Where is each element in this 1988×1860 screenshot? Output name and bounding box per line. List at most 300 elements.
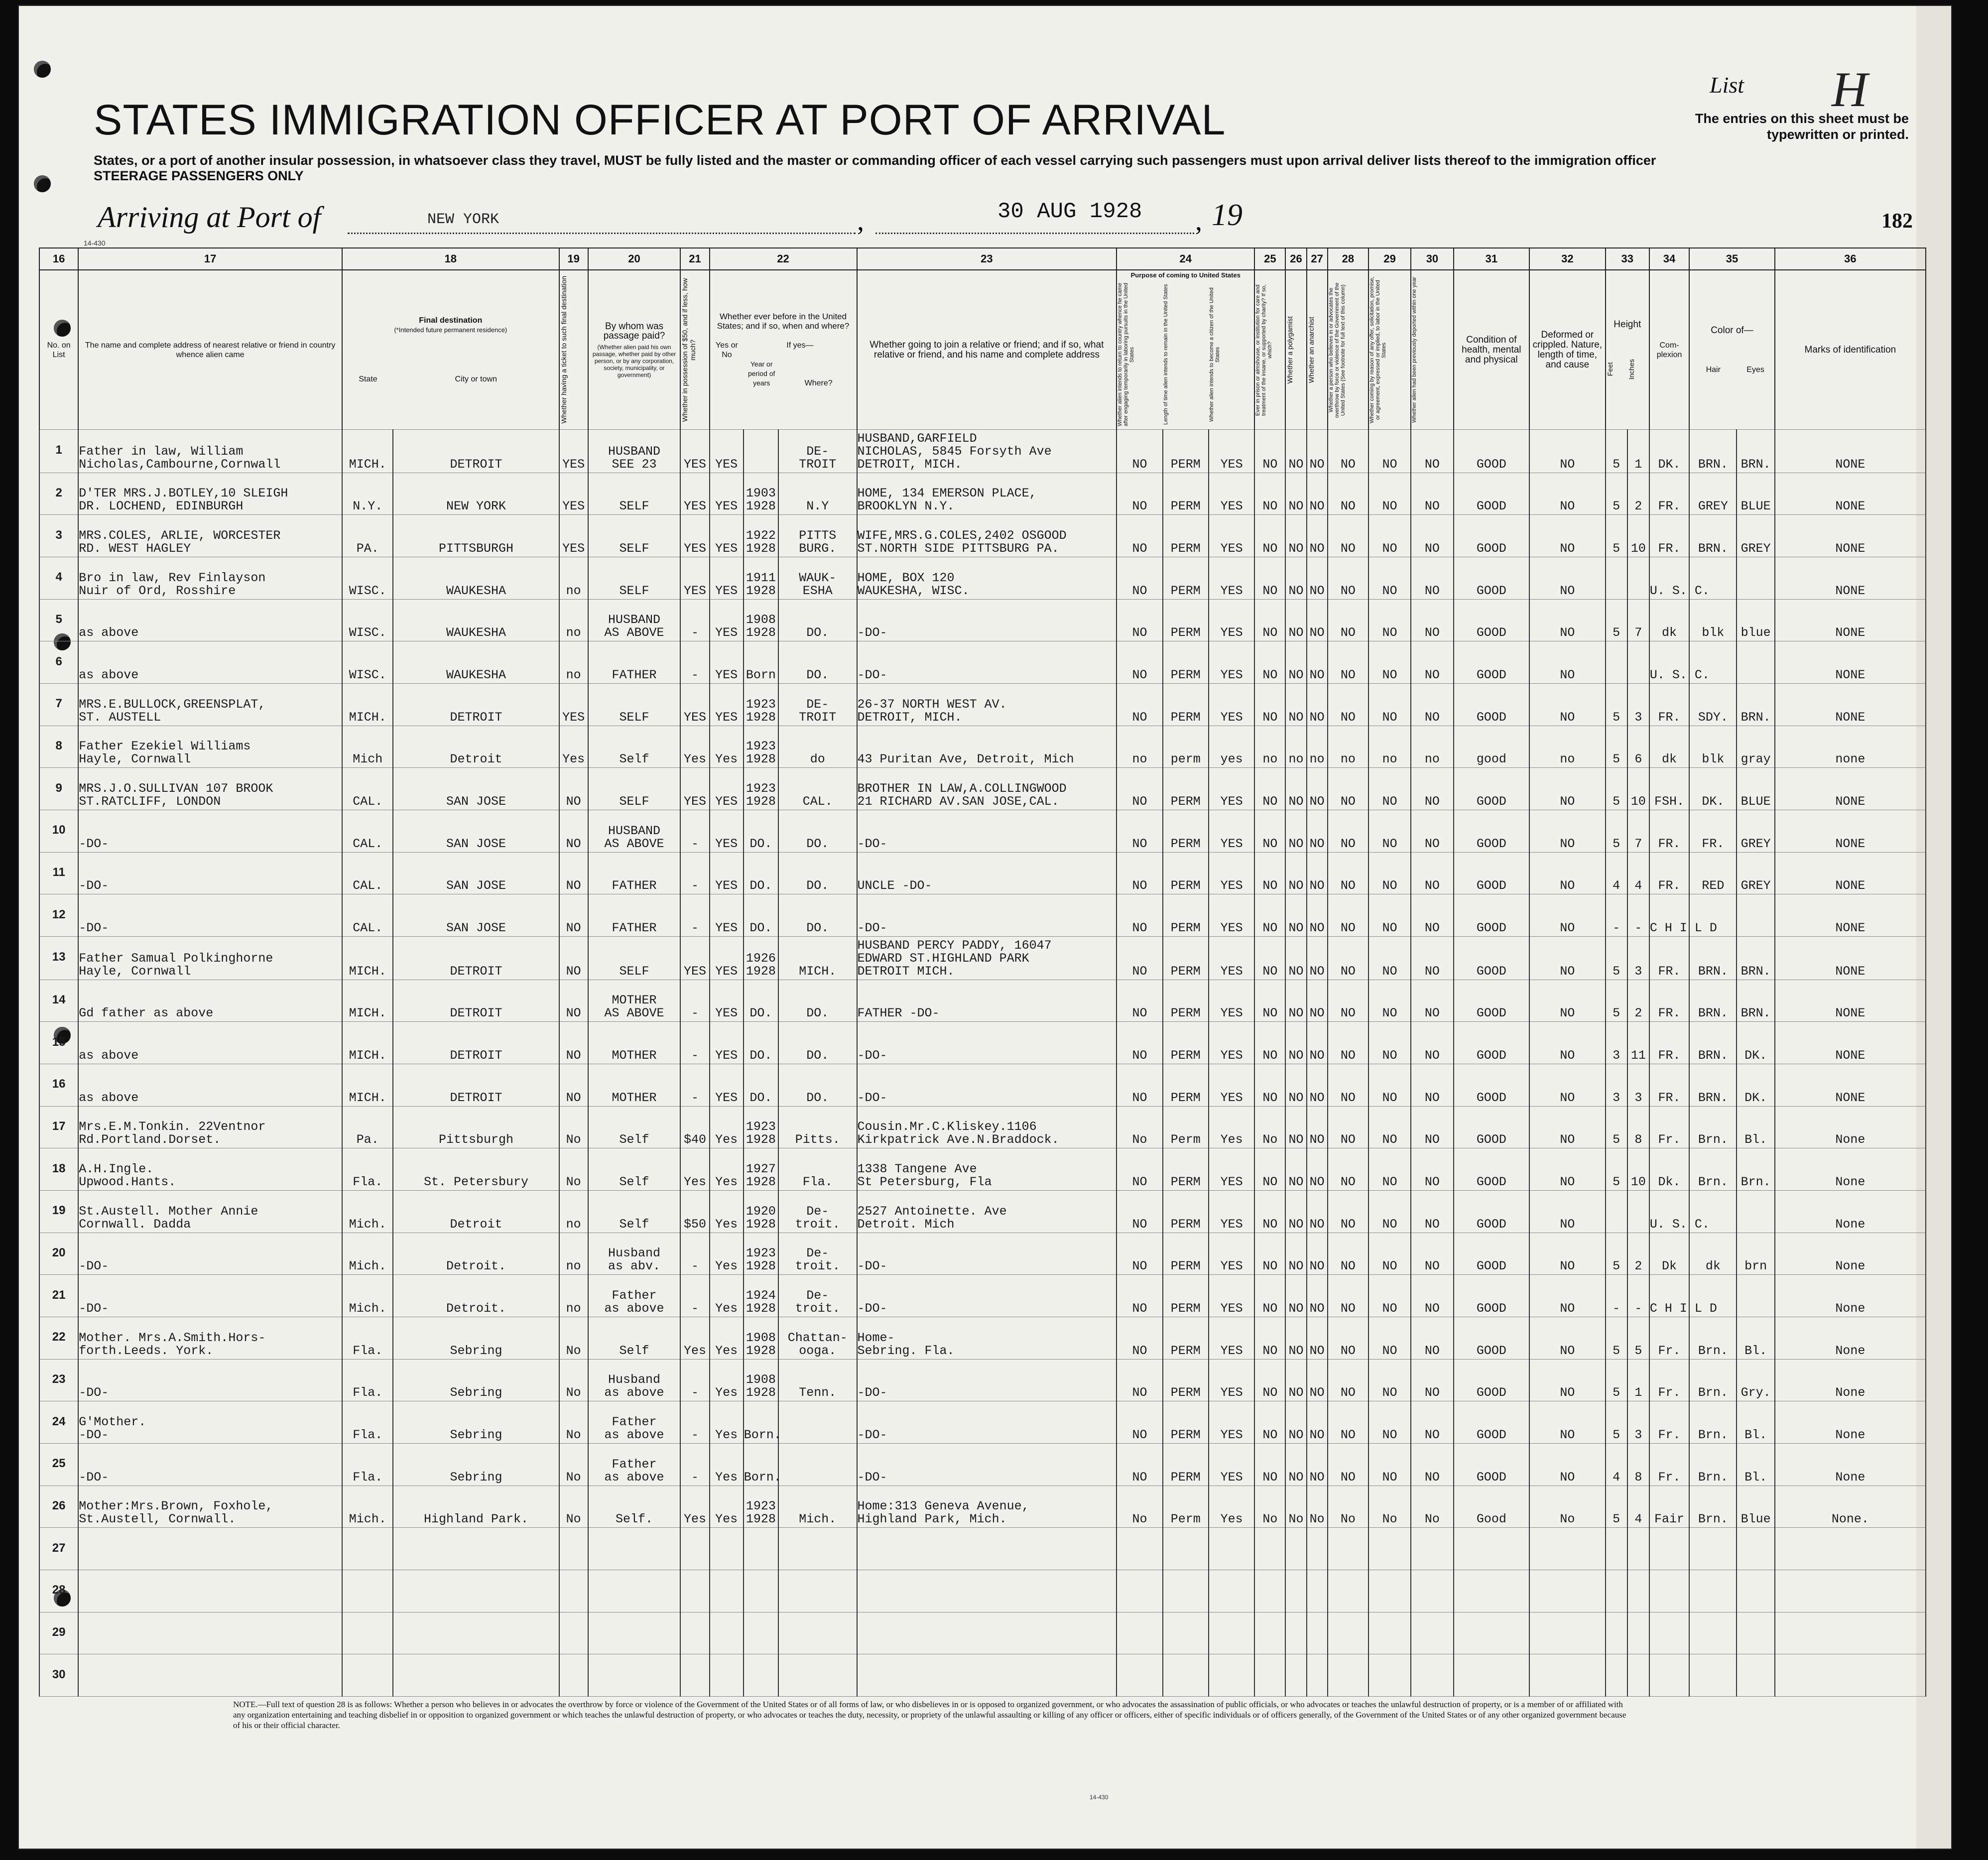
cell-in: 4 xyxy=(1627,852,1649,894)
cell-city: WAUKESHA xyxy=(393,599,559,641)
cell-def: NO xyxy=(1529,980,1606,1022)
cell-c30 xyxy=(1411,1612,1453,1654)
cell-money: Yes xyxy=(680,1317,709,1360)
cell-line: 1903 xyxy=(746,486,776,501)
cell-line: 43 Puritan Ave, Detroit, Mich xyxy=(857,752,1074,767)
cell-eyes xyxy=(1737,1654,1774,1697)
header-complexion xyxy=(1649,270,1689,430)
cell-c28: NO xyxy=(1328,1064,1368,1107)
cell-line: 1926 xyxy=(746,951,776,966)
passenger-row xyxy=(39,768,1926,810)
cell-cond: GOOD xyxy=(1454,1401,1530,1444)
cell-before: Yes xyxy=(710,726,744,768)
cell-paid xyxy=(588,1359,681,1401)
cell-c30: NO xyxy=(1411,1064,1453,1107)
cell-cit: YES xyxy=(1209,515,1254,557)
cell-c29: NO xyxy=(1368,473,1411,515)
cell-c30: NO xyxy=(1411,1359,1453,1401)
cell-join xyxy=(857,1443,1117,1486)
cell-c29: NO xyxy=(1368,1148,1411,1191)
cell-c26: NO xyxy=(1285,641,1306,684)
cell-marks: None. xyxy=(1775,1486,1926,1528)
cell-paid xyxy=(588,1528,681,1570)
cell-rel xyxy=(78,1275,342,1317)
cell-state: WISC. xyxy=(342,599,393,641)
cell-marks: NONE xyxy=(1775,641,1926,684)
cell-ft: 5 xyxy=(1606,430,1627,473)
cell-n: 12 xyxy=(39,894,78,937)
cell-in: 8 xyxy=(1627,1443,1649,1486)
cell-def: NO xyxy=(1529,1191,1606,1233)
cell-eyes: Gry. xyxy=(1737,1359,1774,1401)
cell-ft: - xyxy=(1606,894,1627,937)
cell-c28: NO xyxy=(1328,1233,1368,1275)
cell-paid xyxy=(588,1106,681,1148)
cell-state: CAL. xyxy=(342,768,393,810)
cell-where xyxy=(778,1148,857,1191)
cell-def: NO xyxy=(1529,1275,1606,1317)
cell-len: PERM xyxy=(1163,557,1209,600)
cell-def: NO xyxy=(1529,1022,1606,1064)
cell-join xyxy=(857,1233,1117,1275)
cell-def: NO xyxy=(1529,1233,1606,1275)
cell-ticket: No xyxy=(559,1443,588,1486)
cell-line: 1908 xyxy=(746,613,776,627)
cell-yr xyxy=(744,641,778,684)
cell-c25: No xyxy=(1254,1106,1285,1148)
cell-paid xyxy=(588,936,681,980)
header-c28 xyxy=(1328,270,1368,430)
cell-line: 1924 xyxy=(746,1288,776,1303)
cell-c25 xyxy=(1254,1612,1285,1654)
cell-cond: GOOD xyxy=(1454,1022,1530,1064)
cell-paid xyxy=(588,1191,681,1233)
cell-c28 xyxy=(1328,1528,1368,1570)
cell-len: PERM xyxy=(1163,1191,1209,1233)
cell-c27: NO xyxy=(1307,1106,1328,1148)
cell-before: YES xyxy=(710,768,744,810)
header-marks-text: Marks of identification xyxy=(1804,344,1896,355)
cell-state: CAL. xyxy=(342,852,393,894)
cell-city: NEW YORK xyxy=(393,473,559,515)
cell-ret: NO xyxy=(1117,1317,1162,1360)
cell-where xyxy=(778,1064,857,1107)
cell-marks: None xyxy=(1775,1148,1926,1191)
passenger-row xyxy=(39,599,1926,641)
cell-cit: YES xyxy=(1209,430,1254,473)
cell-ret: NO xyxy=(1117,980,1162,1022)
cell-c27: No xyxy=(1307,1486,1328,1528)
cell-ft: 5 xyxy=(1606,1359,1627,1401)
cell-line: SELF xyxy=(619,499,649,514)
header-purpose-b: Length of time alien intends to remain in the United States xyxy=(1162,284,1169,425)
header-feet: Feet xyxy=(1606,363,1614,377)
cell-line: ST. AUSTELL xyxy=(79,710,161,725)
cell-line: Detroit. Mich xyxy=(857,1217,955,1232)
cell-marks: NONE xyxy=(1775,684,1926,726)
cell-c27: NO xyxy=(1307,1401,1328,1444)
cell-hair: BRN. xyxy=(1689,515,1737,557)
cell-line: Mrs.E.M.Tonkin. 22Ventnor xyxy=(79,1119,266,1134)
column-number: 21 xyxy=(680,248,709,270)
cell-c29: NO xyxy=(1368,768,1411,810)
cell-join xyxy=(857,1528,1117,1570)
cell-c27: NO xyxy=(1307,980,1328,1022)
cell-line: Upwood.Hants. xyxy=(79,1175,176,1190)
header-yes-no: Yes or No xyxy=(716,341,738,359)
cell-eyes xyxy=(1737,1275,1774,1317)
cell-line: Husband xyxy=(608,1246,661,1261)
cell-join xyxy=(857,1317,1117,1360)
year-prefix: 19 xyxy=(1212,198,1242,232)
cell-c30: NO xyxy=(1411,515,1453,557)
cell-len: PERM xyxy=(1163,894,1209,937)
cell-in: 11 xyxy=(1627,1022,1649,1064)
cell-c25: NO xyxy=(1254,557,1285,600)
cell-cond: GOOD xyxy=(1454,936,1530,980)
list-note: The entries on this sheet must be typewritten or printed. xyxy=(1695,111,1909,142)
cell-city xyxy=(393,1570,559,1612)
cell-money: YES xyxy=(680,430,709,473)
cell-rel xyxy=(78,980,342,1022)
cell-line: WAUKESHA, WISC. xyxy=(857,583,970,598)
cell-ticket: NO xyxy=(559,980,588,1022)
cell-state: PA. xyxy=(342,515,393,557)
cell-n: 2 xyxy=(39,473,78,515)
cell-c28: NO xyxy=(1328,1106,1368,1148)
binding-hole xyxy=(34,175,51,192)
cell-city: Detroit xyxy=(393,726,559,768)
cell-city: Detroit xyxy=(393,1191,559,1233)
passenger-row xyxy=(39,1401,1926,1444)
cell-city: DETROIT xyxy=(393,430,559,473)
cell-line: DO. xyxy=(806,1090,829,1105)
passenger-row xyxy=(39,980,1926,1022)
cell-line: 1923 xyxy=(746,781,776,796)
cell-cit: YES xyxy=(1209,1317,1254,1360)
cell-c25 xyxy=(1254,1654,1285,1697)
cell-ticket: NO xyxy=(559,810,588,853)
cell-join xyxy=(857,599,1117,641)
cell-comp: FR. xyxy=(1649,1064,1689,1107)
cell-cond: Good xyxy=(1454,1486,1530,1528)
cell-c30: NO xyxy=(1411,1106,1453,1148)
cell-hair: GREY xyxy=(1689,473,1737,515)
cell-ret: No xyxy=(1117,1106,1162,1148)
cell-len: PERM xyxy=(1163,1401,1209,1444)
cell-comp: C H I L D xyxy=(1649,1275,1689,1317)
cell-marks: NONE xyxy=(1775,1064,1926,1107)
cell-in: 2 xyxy=(1627,473,1649,515)
cell-c25: NO xyxy=(1254,1401,1285,1444)
cell-c29: NO xyxy=(1368,430,1411,473)
cell-comp: FR. xyxy=(1649,684,1689,726)
cell-join xyxy=(857,1570,1117,1612)
cell-state: Fla. xyxy=(342,1317,393,1360)
cell-def xyxy=(1529,1654,1606,1697)
cell-comp: DK. xyxy=(1649,430,1689,473)
cell-cit: YES xyxy=(1209,768,1254,810)
cell-yr xyxy=(744,1064,778,1107)
cell-paid xyxy=(588,684,681,726)
cell-marks: NONE xyxy=(1775,430,1926,473)
cell-before: Yes xyxy=(710,1486,744,1528)
cell-line: Father xyxy=(612,1457,657,1472)
passenger-row xyxy=(39,1317,1926,1360)
cell-ret: NO xyxy=(1117,1443,1162,1486)
cell-c28: NO xyxy=(1328,1443,1368,1486)
header-before-us xyxy=(710,270,857,430)
cell-yr xyxy=(744,936,778,980)
cell-len: PERM xyxy=(1163,1233,1209,1275)
column-number: 25 xyxy=(1254,248,1285,270)
cell-line: ooga. xyxy=(799,1343,837,1358)
cell-len: Perm xyxy=(1163,1106,1209,1148)
cell-paid xyxy=(588,1570,681,1612)
cell-c29: NO xyxy=(1368,599,1411,641)
cell-city: SAN JOSE xyxy=(393,768,559,810)
cell-def: NO xyxy=(1529,936,1606,980)
cell-join xyxy=(857,852,1117,894)
cell-comp: Fr. xyxy=(1649,1317,1689,1360)
cell-c26: NO xyxy=(1285,810,1306,853)
cell-line: -DO- xyxy=(857,1427,887,1442)
passenger-row xyxy=(39,473,1926,515)
passenger-row xyxy=(39,1654,1926,1697)
cell-line: Mother:Mrs.Brown, Foxhole, xyxy=(79,1499,273,1514)
cell-c27: NO xyxy=(1307,1191,1328,1233)
cell-ret: NO xyxy=(1117,473,1162,515)
cell-c27: NO xyxy=(1307,1443,1328,1486)
cell-yr xyxy=(744,1233,778,1275)
cell-line: MRS.E.BULLOCK,GREENSPLAT, xyxy=(79,697,266,712)
cell-comp: FR. xyxy=(1649,980,1689,1022)
cell-line: -DO- xyxy=(79,878,109,893)
cell-where xyxy=(778,1654,857,1697)
cell-c25: NO xyxy=(1254,768,1285,810)
cell-cond xyxy=(1454,1612,1530,1654)
cell-in xyxy=(1627,1654,1649,1697)
cell-ret: NO xyxy=(1117,1064,1162,1107)
cell-line: Self xyxy=(619,1175,649,1190)
cell-c25: NO xyxy=(1254,1275,1285,1317)
cell-ft: 5 xyxy=(1606,473,1627,515)
cell-where xyxy=(778,980,857,1022)
cell-line: EDWARD ST.HIGHLAND PARK xyxy=(857,951,1029,966)
cell-c30: NO xyxy=(1411,1401,1453,1444)
cell-ret xyxy=(1117,1654,1162,1697)
cell-marks: NONE xyxy=(1775,936,1926,980)
column-header-row xyxy=(39,270,1926,430)
cell-c26: NO xyxy=(1285,557,1306,600)
cell-eyes: DK. xyxy=(1737,1064,1774,1107)
cell-c26: NO xyxy=(1285,894,1306,937)
cell-state: CAL. xyxy=(342,810,393,853)
cell-n: 3 xyxy=(39,515,78,557)
cell-before: YES xyxy=(710,810,744,853)
cell-money xyxy=(680,1570,709,1612)
cell-ret: NO xyxy=(1117,430,1162,473)
cell-hair: BRN. xyxy=(1689,1064,1737,1107)
cell-eyes xyxy=(1737,1612,1774,1654)
cell-yr xyxy=(744,1570,778,1612)
cell-eyes xyxy=(1737,557,1774,600)
cell-line: -DO- xyxy=(79,1259,109,1274)
header-deformed xyxy=(1529,270,1606,430)
passenger-row xyxy=(39,1570,1926,1612)
cell-c27: NO xyxy=(1307,936,1328,980)
cell-c29: no xyxy=(1368,726,1411,768)
cell-city: DETROIT xyxy=(393,936,559,980)
cell-where xyxy=(778,1191,857,1233)
cell-c30 xyxy=(1411,1654,1453,1697)
cell-in: 7 xyxy=(1627,810,1649,853)
passenger-row xyxy=(39,894,1926,937)
cell-eyes: GREY xyxy=(1737,810,1774,853)
cell-in: 3 xyxy=(1627,1401,1649,1444)
cell-eyes xyxy=(1737,1191,1774,1233)
column-number: 27 xyxy=(1307,248,1328,270)
cell-c29: NO xyxy=(1368,684,1411,726)
cell-c25: NO xyxy=(1254,894,1285,937)
cell-c29: NO xyxy=(1368,852,1411,894)
cell-state: WISC. xyxy=(342,557,393,600)
cell-line: 1927 xyxy=(746,1162,776,1177)
cell-before: YES xyxy=(710,557,744,600)
cell-c26: NO xyxy=(1285,980,1306,1022)
cell-n: 19 xyxy=(39,1191,78,1233)
cell-line: Cousin.Mr.C.Kliskey.1106 xyxy=(857,1119,1037,1134)
cell-hair xyxy=(1689,1528,1737,1570)
cell-ft: 5 xyxy=(1606,1401,1627,1444)
cell-line: WAUK- xyxy=(799,570,837,585)
header-c30 xyxy=(1411,270,1453,430)
cell-money: - xyxy=(680,641,709,684)
cell-line: -DO- xyxy=(79,1427,109,1442)
cell-where xyxy=(778,936,857,980)
cell-line: DO. xyxy=(806,836,829,851)
cell-in: 2 xyxy=(1627,1233,1649,1275)
cell-c26: NO xyxy=(1285,1275,1306,1317)
cell-marks: none xyxy=(1775,726,1926,768)
cell-c30: NO xyxy=(1411,557,1453,600)
cell-before: Yes xyxy=(710,1191,744,1233)
cell-before: YES xyxy=(710,430,744,473)
cell-ticket: NO xyxy=(559,768,588,810)
cell-line: AS ABOVE xyxy=(604,1006,664,1021)
cell-join xyxy=(857,1486,1117,1528)
cell-before: YES xyxy=(710,980,744,1022)
cell-line: MOTHER xyxy=(612,993,657,1008)
cell-c28: NO xyxy=(1328,810,1368,853)
cell-c28 xyxy=(1328,1654,1368,1697)
cell-line: SELF xyxy=(619,964,649,979)
cell-ret: NO xyxy=(1117,768,1162,810)
cell-n: 30 xyxy=(39,1654,78,1697)
cell-c29: NO xyxy=(1368,1275,1411,1317)
cell-def: NO xyxy=(1529,1106,1606,1148)
cell-line: Born xyxy=(746,668,776,683)
cell-line: DO. xyxy=(806,668,829,683)
cell-paid xyxy=(588,810,681,853)
cell-c28: NO xyxy=(1328,515,1368,557)
cell-state: Mich. xyxy=(342,1486,393,1528)
cell-ret: NO xyxy=(1117,810,1162,853)
arriving-label: Arriving at Port of xyxy=(98,201,321,234)
cell-state xyxy=(342,1654,393,1697)
cell-c25: NO xyxy=(1254,1359,1285,1401)
cell-cond: GOOD xyxy=(1454,473,1530,515)
cell-line: 1928 xyxy=(746,1343,776,1358)
header-purpose-text: Purpose of coming to United States xyxy=(1130,271,1241,279)
cell-ticket: NO xyxy=(559,936,588,980)
cell-c28: NO xyxy=(1328,473,1368,515)
cell-len xyxy=(1163,1528,1209,1570)
header-height xyxy=(1606,270,1649,430)
cell-line: DO. xyxy=(806,625,829,640)
cell-c30: No xyxy=(1411,1486,1453,1528)
cell-yr xyxy=(744,1486,778,1528)
cell-len: PERM xyxy=(1163,980,1209,1022)
cell-join xyxy=(857,810,1117,853)
cell-line: HUSBAND PERCY PADDY, 16047 xyxy=(857,938,1052,953)
cell-cit: YES xyxy=(1209,894,1254,937)
cell-eyes: BLUE xyxy=(1737,473,1774,515)
header-purpose-a: Whether alien intends to return to country whence he came after engaging temporarily in laboring pursuits in the United States xyxy=(1117,283,1135,426)
column-number: 26 xyxy=(1285,248,1306,270)
cell-n: 28 xyxy=(39,1570,78,1612)
cell-money: YES xyxy=(680,768,709,810)
cell-before: Yes xyxy=(710,1275,744,1317)
column-number: 17 xyxy=(78,248,342,270)
cell-line: ST.NORTH SIDE PITTSBURG PA. xyxy=(857,541,1059,556)
cell-c27: NO xyxy=(1307,1148,1328,1191)
cell-def xyxy=(1529,1528,1606,1570)
cell-line: Nicholas,Cambourne,Cornwall xyxy=(79,457,281,472)
cell-where xyxy=(778,599,857,641)
cell-cond: GOOD xyxy=(1454,1359,1530,1401)
cell-before xyxy=(710,1528,744,1570)
cell-in xyxy=(1627,1612,1649,1654)
cell-where xyxy=(778,726,857,768)
cell-c27 xyxy=(1307,1612,1328,1654)
cell-where xyxy=(778,852,857,894)
cell-c29: NO xyxy=(1368,1317,1411,1360)
cell-paid xyxy=(588,430,681,473)
cell-cond: GOOD xyxy=(1454,980,1530,1022)
cell-ticket: YES xyxy=(559,515,588,557)
cell-comp: dk xyxy=(1649,599,1689,641)
cell-in: 3 xyxy=(1627,1064,1649,1107)
cell-marks: NONE xyxy=(1775,768,1926,810)
cell-c27: NO xyxy=(1307,684,1328,726)
cell-before: YES xyxy=(710,473,744,515)
cell-join xyxy=(857,473,1117,515)
cell-c26: NO xyxy=(1285,430,1306,473)
cell-cit: YES xyxy=(1209,599,1254,641)
cell-line: 1928 xyxy=(746,1301,776,1316)
cell-cond: GOOD xyxy=(1454,1233,1530,1275)
header-no-on-list: No. on List xyxy=(39,270,78,430)
cell-where xyxy=(778,810,857,853)
cell-in: 7 xyxy=(1627,599,1649,641)
cell-join xyxy=(857,1148,1117,1191)
cell-money: YES xyxy=(680,936,709,980)
cell-paid xyxy=(588,1401,681,1444)
cell-n: 16 xyxy=(39,1064,78,1107)
cell-c30: NO xyxy=(1411,1275,1453,1317)
cell-line: N.Y xyxy=(806,499,829,514)
